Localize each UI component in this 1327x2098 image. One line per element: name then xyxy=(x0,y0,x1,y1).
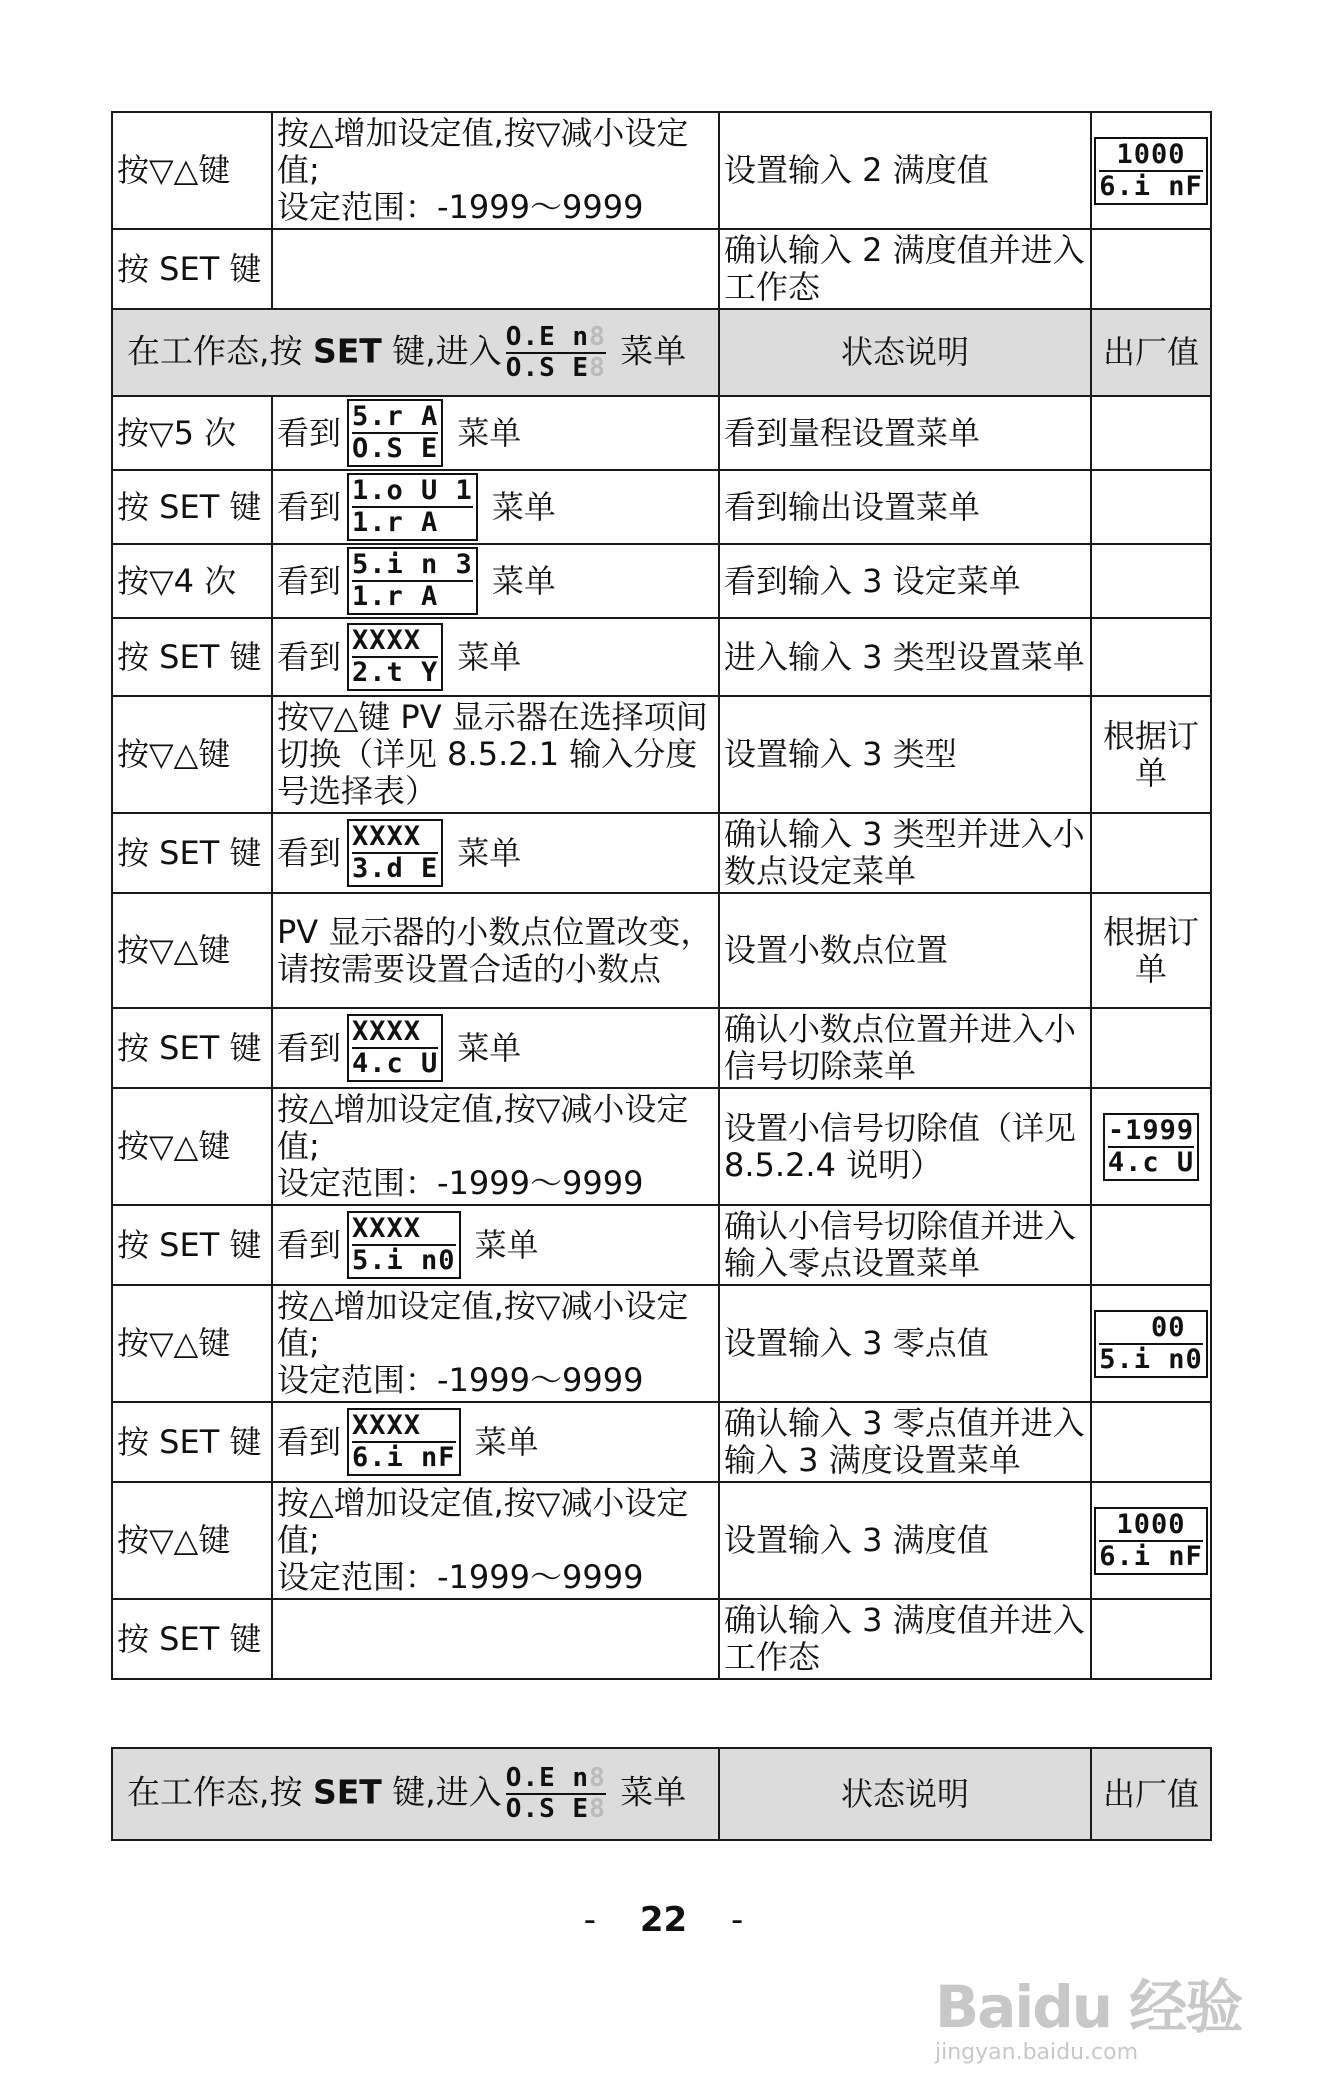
table-row xyxy=(112,1285,1211,1402)
key-cell: 按 SET 键 xyxy=(112,618,272,696)
lcd-display: XXXX 5.i n0 xyxy=(347,1211,461,1279)
factory-cell: 根据订单 xyxy=(1091,893,1211,1008)
table-row xyxy=(112,1205,1211,1285)
factory-cell xyxy=(1091,1285,1211,1402)
key-cell: 按▽△键 xyxy=(112,893,272,1008)
table-row xyxy=(112,1482,1211,1599)
section-header-row xyxy=(112,309,1211,396)
table-row xyxy=(112,112,1211,229)
table-row xyxy=(112,893,1211,1008)
page-dash-left: - xyxy=(583,1900,596,1940)
operation-cell xyxy=(272,229,719,309)
table-row xyxy=(112,1008,1211,1088)
factory-cell xyxy=(1091,813,1211,893)
factory-cell xyxy=(1091,1402,1211,1482)
table-row xyxy=(112,696,1211,813)
key-cell: 按▽△键 xyxy=(112,1285,272,1402)
key-cell: 按▽△键 xyxy=(112,112,272,229)
lcd-display: $\frac{\text{O.E n8}}{\text{O.S E8}}$ xyxy=(505,1763,606,1824)
lcd-display: XXXX 3.d E xyxy=(347,819,443,887)
key-cell: 按 SET 键 xyxy=(112,1599,272,1679)
key-cell: 按▽△键 xyxy=(112,696,272,813)
operation-cell: 看到 XXXX 5.i n0 菜单 xyxy=(272,1205,719,1285)
factory-cell xyxy=(1091,618,1211,696)
status-cell: 看到输出设置菜单 xyxy=(719,470,1091,544)
key-cell: 按▽△键 xyxy=(112,1482,272,1599)
operation-cell: 看到 XXXX 3.d E 菜单 xyxy=(272,813,719,893)
operation-cell xyxy=(272,1088,719,1205)
status-header: 状态说明 xyxy=(719,309,1091,396)
table-row xyxy=(112,229,1211,309)
status-cell: 确认输入 2 满度值并进入工作态 xyxy=(719,229,1091,309)
factory-cell xyxy=(1091,1482,1211,1599)
lcd-display: $\frac{00}{\text{5.i n0}}$ xyxy=(1094,1310,1208,1378)
factory-header: 出厂值 xyxy=(1091,309,1211,396)
status-cell: 看到量程设置菜单 xyxy=(719,396,1091,470)
table-row xyxy=(112,544,1211,618)
section-header: 在工作态,按 SET 键,进入 $\frac{\text{O.E n8}}{\text{O.S E8}}$ 菜单 xyxy=(112,309,719,396)
factory-cell xyxy=(1091,396,1211,470)
key-cell: 按 SET 键 xyxy=(112,1205,272,1285)
status-cell: 确认输入 3 满度值并进入工作态 xyxy=(719,1599,1091,1679)
status-header: 状态说明 xyxy=(719,1748,1091,1840)
status-cell: 确认输入 3 零点值并进入输入 3 满度设置菜单 xyxy=(719,1402,1091,1482)
lcd-display: XXXX 2.t Y xyxy=(347,623,443,691)
key-cell: 按▽4 次 xyxy=(112,544,272,618)
lcd-display: 5.r A O.S E xyxy=(347,399,443,467)
lcd-display: $\frac{1000}{\text{6.i nF}}$ xyxy=(1094,1507,1208,1575)
range-text: 设定范围：-1999～9999 xyxy=(277,1558,644,1596)
factory-cell xyxy=(1091,1008,1211,1088)
table-row xyxy=(112,1402,1211,1482)
table-row xyxy=(112,813,1211,893)
key-cell: 按 SET 键 xyxy=(112,1402,272,1482)
operation-text: 按△增加设定值,按▽减小设定值; xyxy=(277,1287,689,1362)
watermark-logo: Baidu 经验 xyxy=(935,1973,1242,2041)
status-cell: 设置输入 2 满度值 xyxy=(719,112,1091,229)
operation-cell: 看到 5.r A O.S E 菜单 xyxy=(272,396,719,470)
lcd-display: 5.i n 3 1.r A xyxy=(347,547,478,615)
lcd-display: $\frac{-1999}{\text{4.c U}}$ xyxy=(1103,1113,1199,1181)
range-text: 设定范围：-1999～9999 xyxy=(277,1361,644,1399)
factory-cell xyxy=(1091,1088,1211,1205)
lcd-display: XXXX 6.i nF xyxy=(347,1408,461,1476)
status-cell: 确认小数点位置并进入小信号切除菜单 xyxy=(719,1008,1091,1088)
operation-cell xyxy=(272,112,719,229)
operation-cell: 看到 XXXX 4.c U 菜单 xyxy=(272,1008,719,1088)
status-cell: 设置输入 3 类型 xyxy=(719,696,1091,813)
status-cell: 设置小信号切除值（详见 8.5.2.4 说明） xyxy=(719,1088,1091,1205)
next-section-table xyxy=(111,1747,1212,1841)
factory-cell xyxy=(1091,229,1211,309)
lcd-display: XXXX 4.c U xyxy=(347,1014,443,1082)
lcd-display: 1.o U 1 1.r A xyxy=(347,473,478,541)
table-row xyxy=(112,618,1211,696)
range-text: 设定范围：-1999～9999 xyxy=(277,1164,644,1202)
operation-cell: 看到 XXXX 2.t Y 菜单 xyxy=(272,618,719,696)
operation-text: 按△增加设定值,按▽减小设定值; xyxy=(277,1090,689,1165)
settings-table xyxy=(111,111,1212,1680)
status-cell: 看到输入 3 设定菜单 xyxy=(719,544,1091,618)
operation-cell: PV 显示器的小数点位置改变，请按需要设置合适的小数点 xyxy=(272,893,719,1008)
table-row xyxy=(112,396,1211,470)
page-number-value: 22 xyxy=(639,1900,688,1940)
operation-cell: 看到 XXXX 6.i nF 菜单 xyxy=(272,1402,719,1482)
factory-header: 出厂值 xyxy=(1091,1748,1211,1840)
status-cell: 确认小信号切除值并进入输入零点设置菜单 xyxy=(719,1205,1091,1285)
key-cell: 按 SET 键 xyxy=(112,1008,272,1088)
section-header-row xyxy=(112,1748,1211,1840)
range-text: 设定范围：-1999～9999 xyxy=(277,188,644,226)
status-cell: 确认输入 3 类型并进入小数点设定菜单 xyxy=(719,813,1091,893)
operation-cell: 看到 5.i n 3 1.r A 菜单 xyxy=(272,544,719,618)
key-cell: 按▽5 次 xyxy=(112,396,272,470)
operation-text: 按△增加设定值,按▽减小设定值; xyxy=(277,1484,689,1559)
factory-cell xyxy=(1091,544,1211,618)
operation-text: 按△增加设定值,按▽减小设定值; xyxy=(277,114,689,189)
operation-cell xyxy=(272,1599,719,1679)
status-cell: 设置小数点位置 xyxy=(719,893,1091,1008)
operation-cell xyxy=(272,1285,719,1402)
page-number xyxy=(0,1900,1327,1940)
status-cell: 设置输入 3 满度值 xyxy=(719,1482,1091,1599)
operation-cell: 按▽△键 PV 显示器在选择项间切换（详见 8.5.2.1 输入分度号选择表） xyxy=(272,696,719,813)
watermark-url: jingyan.baidu.com xyxy=(935,2040,1139,2065)
key-cell: 按▽△键 xyxy=(112,1088,272,1205)
factory-cell: 根据订单 xyxy=(1091,696,1211,813)
key-cell: 按 SET 键 xyxy=(112,229,272,309)
table-row xyxy=(112,470,1211,544)
key-cell: 按 SET 键 xyxy=(112,470,272,544)
table-row xyxy=(112,1088,1211,1205)
lcd-display: $\frac{1000}{\text{6.i nF}}$ xyxy=(1094,137,1208,205)
section-header: 在工作态,按 SET 键,进入 $\frac{\text{O.E n8}}{\text{O.S E8}}$ 菜单 xyxy=(112,1748,719,1840)
status-cell: 设置输入 3 零点值 xyxy=(719,1285,1091,1402)
operation-cell: 看到 1.o U 1 1.r A 菜单 xyxy=(272,470,719,544)
factory-cell xyxy=(1091,1205,1211,1285)
lcd-display: $\frac{\text{O.E n8}}{\text{O.S E8}}$ xyxy=(505,321,606,383)
factory-cell xyxy=(1091,112,1211,229)
key-cell: 按 SET 键 xyxy=(112,813,272,893)
operation-cell xyxy=(272,1482,719,1599)
status-cell: 进入输入 3 类型设置菜单 xyxy=(719,618,1091,696)
watermark xyxy=(935,1960,1265,2075)
factory-cell xyxy=(1091,1599,1211,1679)
page-dash-right: - xyxy=(731,1900,744,1940)
table-row xyxy=(112,1599,1211,1679)
factory-cell xyxy=(1091,470,1211,544)
